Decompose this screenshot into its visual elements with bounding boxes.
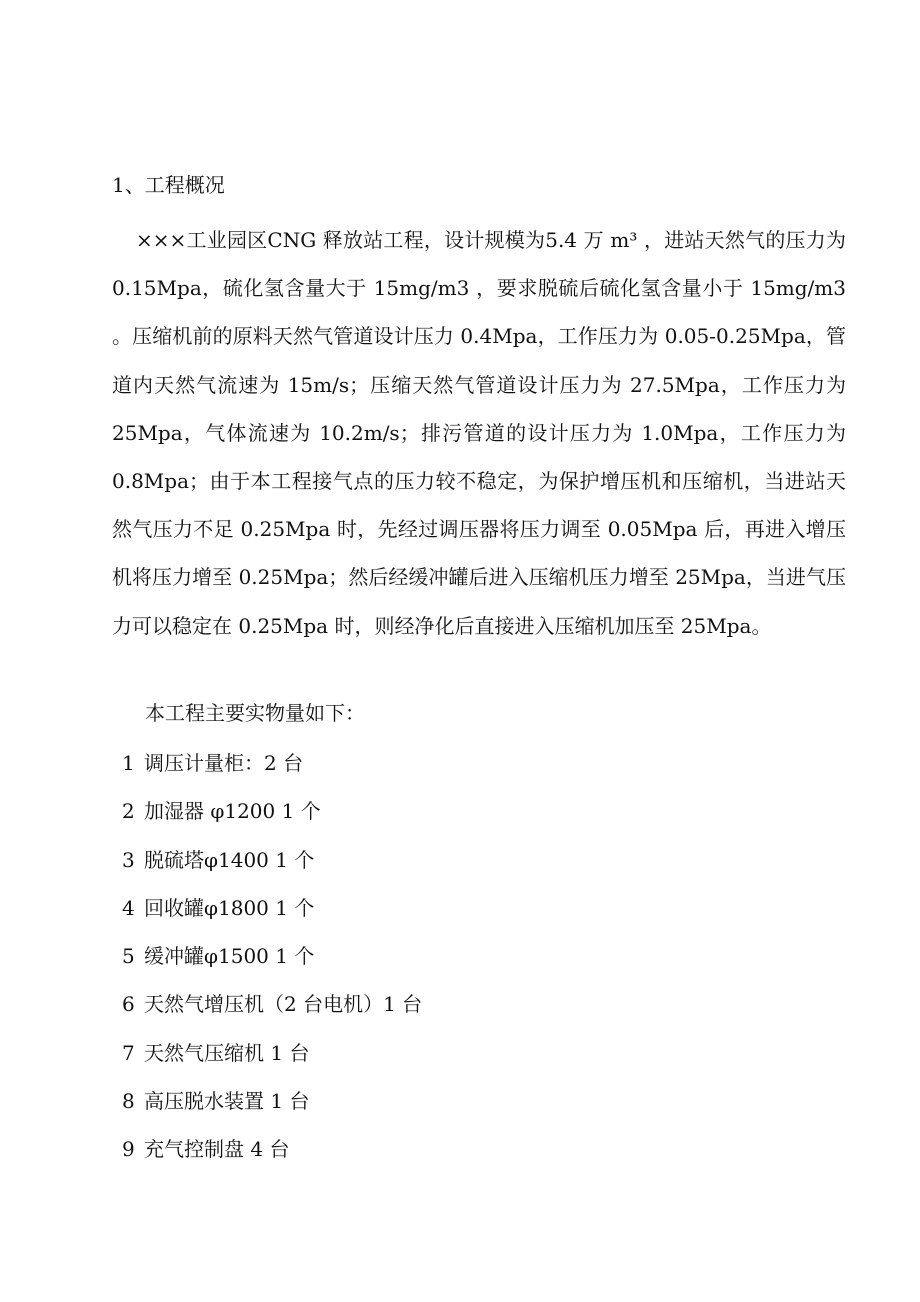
- item-text: 脱硫塔φ1400 1 个: [144, 847, 315, 872]
- list-item: [122, 893, 422, 941]
- list-item: [122, 989, 422, 1037]
- list-item: [122, 1134, 422, 1182]
- item-number: 3: [122, 847, 135, 872]
- item-text: 调压计量柜：2 台: [144, 751, 304, 775]
- item-text: 高压脱水装置 1 台: [144, 1089, 310, 1114]
- item-text: 天然气压缩机 1 台: [144, 1040, 310, 1065]
- quantities-list: [122, 748, 422, 1183]
- item-number: 8: [122, 1089, 135, 1114]
- list-item: [122, 941, 422, 989]
- list-item: [122, 845, 422, 893]
- list-item: [122, 796, 422, 844]
- item-number: 7: [122, 1040, 135, 1065]
- quantities-intro: 本工程主要实物量如下：: [145, 701, 365, 725]
- item-text: 回收罐φ1800 1 个: [144, 895, 315, 920]
- list-item: [122, 1086, 422, 1134]
- item-text: 充气控制盘 4 台: [144, 1137, 290, 1162]
- item-number: 1: [122, 751, 135, 775]
- item-text: 缓冲罐φ1500 1 个: [144, 944, 315, 969]
- item-text: 天然气增压机（2 台电机）1 台: [144, 992, 423, 1017]
- list-item: [122, 748, 422, 796]
- item-number: 9: [122, 1137, 135, 1162]
- item-number: 5: [122, 944, 135, 969]
- list-item: [122, 1038, 422, 1086]
- section-heading: 1、工程概况: [112, 173, 225, 197]
- project-overview-paragraph: ×××工业园区CNG 释放站工程，设计规模为5.4 万 m³ ，进站天然气的压力为 0.15Mpa，硫化氢含量大于 15mg/m3 ，要求脱硫后硫化氢含量小于 15mg/m3 。压缩机前的原料天然气管道设计压力 0.4Mpa，工作压力为 0.05-0.25Mpa，管道内天然气流速为 15m/s；压缩天然气管道设计压力为 27.5Mpa，工作压力为 25Mpa，气体流速为 10.2m/s；排污管道的设计压力为 1.0Mpa，工作压力为 0.8Mpa；由于本工程接气点的压力较不稳定，为保护增压机和压缩机，当进站天然气压力不足 0.25Mpa 时，先经过调压器将压力调至 0.05Mpa 后，再进入增压机将压力增至 0.25Mpa；然后经缓冲罐后进入压缩机压力增至 25Mpa，当进气压力可以稳定在 0.25Mpa 时，则经净化后直接进入压缩机加压至 25Mpa。: [112, 228, 846, 638]
- item-number: 2: [122, 799, 135, 824]
- item-text: 加湿器 φ1200 1 个: [144, 799, 321, 824]
- item-number: 4: [122, 895, 135, 920]
- item-number: 6: [122, 992, 135, 1017]
